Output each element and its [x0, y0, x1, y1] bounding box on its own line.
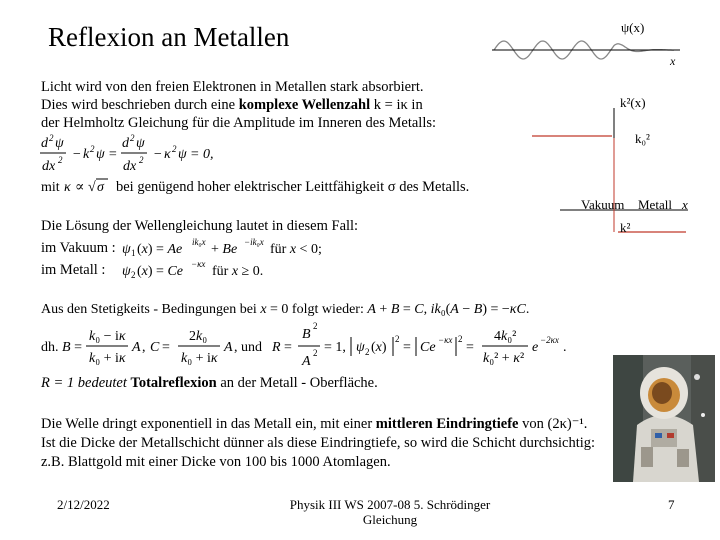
svg-text:ψ: ψ: [178, 147, 187, 162]
penetration-line-3: z.B. Blattgold mit einer Dicke von 100 bis 1000 Atomlagen.: [41, 454, 391, 470]
svg-text:2: 2: [131, 270, 136, 280]
svg-text:2: 2: [313, 321, 318, 331]
svg-text:−ik₀x: −ik₀x: [244, 237, 264, 247]
svg-text:A: A: [132, 340, 141, 355]
svg-text:k₀ + iκ: k₀ + iκ: [181, 351, 218, 366]
metal-region-label: Metall: [638, 197, 672, 212]
totalreflexion-line-pre: R = 1 bedeutet: [41, 375, 131, 391]
svg-text:=: =: [403, 340, 411, 355]
penetration-line-2: Ist die Dicke der Metallschicht dünner als diese Eindringtiefe, so wird die Schicht durchsichtig:: [41, 435, 596, 451]
svg-text:e: e: [532, 340, 539, 355]
svg-text:2: 2: [49, 133, 54, 143]
intro-line-3: der Helmholtz Gleichung für die Amplitude im Inneren des Metalls:: [41, 115, 437, 131]
svg-text:2: 2: [139, 155, 144, 165]
kappa-note: bei genügend hoher elektrischer Leittfähigkeit σ des Metalls.: [116, 179, 470, 195]
svg-text:4k₀²: 4k₀²: [494, 329, 517, 344]
svg-text:ψ: ψ: [356, 340, 365, 355]
totalreflexion-line-post: an der Metall - Oberfläche.: [216, 375, 378, 391]
svg-text:(x): (x): [371, 340, 387, 355]
intro-line-2-pre: Dies wird beschrieben durch eine: [41, 97, 239, 113]
svg-text:−κx: −κx: [191, 259, 206, 269]
svg-text:d: d: [41, 136, 48, 151]
penetration-depth-term: mittleren Eindringtiefe: [375, 416, 519, 432]
svg-text:, und: , und: [234, 340, 262, 355]
svg-text:= 0,: = 0,: [190, 147, 214, 162]
astronaut-photo: [613, 355, 715, 482]
svg-text:2: 2: [172, 144, 177, 154]
svg-text:ψ: ψ: [122, 264, 131, 279]
psi-label: ψ(x): [621, 20, 645, 35]
intro-line-1: Licht wird von den freien Elektronen in Metallen stark absorbiert.: [41, 79, 424, 95]
svg-text:A: A: [224, 340, 233, 355]
slide-title: Reflexion an Metallen: [48, 22, 290, 52]
psi-x-label: x: [670, 54, 676, 68]
svg-text:Aus den Stetigkeits - Bedingun: Aus den Stetigkeits - Bedingungen bei x = 0 folgt wieder: A + B = C, ik₀(A − B) = −κC.: [41, 302, 530, 317]
svg-text:=: =: [284, 340, 292, 355]
svg-text:∝: ∝: [75, 180, 85, 195]
svg-text:k₀ + iκ: k₀ + iκ: [89, 351, 126, 366]
k0-squared-label: k₀²: [635, 131, 650, 146]
svg-text:dx: dx: [123, 159, 137, 174]
svg-text:,: ,: [142, 340, 146, 355]
svg-text:ik₀x: ik₀x: [192, 237, 206, 247]
svg-text:Ce: Ce: [420, 340, 436, 355]
minus-kappa-label: k²: [620, 220, 631, 235]
svg-text:(x) = Ce: (x) = Ce: [137, 264, 184, 279]
svg-text:(x) = Ae: (x) = Ae: [137, 242, 183, 257]
k2-label: k²(x): [620, 95, 646, 110]
penetration-line-1-post: von (2κ)⁻¹.: [518, 416, 588, 432]
svg-text:B: B: [302, 327, 311, 342]
svg-text:√: √: [88, 180, 96, 195]
svg-text:2: 2: [90, 144, 95, 154]
svg-text:1: 1: [131, 248, 136, 258]
svg-text:ψ: ψ: [136, 136, 145, 151]
svg-text:ψ: ψ: [122, 242, 131, 257]
svg-text:2k₀: 2k₀: [189, 329, 208, 344]
metal-label: im Metall :: [41, 262, 106, 278]
svg-text:σ: σ: [97, 180, 104, 195]
svg-text:für x ≥ 0.: für x ≥ 0.: [212, 264, 264, 279]
svg-text:−2κx: −2κx: [540, 335, 559, 345]
solution-line-1: Die Lösung der Wellengleichung lautet in diesem Fall:: [41, 218, 359, 234]
svg-text:2: 2: [458, 334, 463, 344]
svg-text:=: =: [162, 340, 170, 355]
svg-text:mit: mit: [41, 180, 60, 195]
svg-text:d: d: [122, 136, 129, 151]
svg-text:ψ: ψ: [96, 147, 105, 162]
svg-text:−: −: [72, 147, 82, 162]
vacuum-region-label: Vakuum: [581, 197, 625, 212]
svg-text:für x < 0;: für x < 0;: [270, 242, 322, 257]
intro-line-2-post: k = iκ in: [370, 97, 423, 113]
svg-text:C: C: [150, 340, 160, 355]
svg-text:−: −: [153, 147, 163, 162]
svg-text:A: A: [302, 354, 311, 369]
svg-text:2: 2: [313, 348, 318, 358]
svg-text:dh. B =: dh. B =: [41, 340, 82, 355]
svg-text:κ: κ: [164, 147, 171, 162]
svg-text:k₀ − iκ: k₀ − iκ: [89, 329, 126, 344]
svg-text:−κx: −κx: [438, 335, 453, 345]
footer-date: 2/12/2022: [57, 497, 110, 512]
svg-text:dx: dx: [42, 159, 56, 174]
penetration-line-1-pre: Die Welle dringt exponentiell in das Metall ein, mit einer: [41, 416, 376, 432]
footer-course: Physik III WS 2007-08 5. Schrödinger Gleichung: [289, 497, 491, 528]
svg-text:2: 2: [395, 334, 400, 344]
svg-text:=: =: [108, 147, 118, 162]
footer-page-number: 7: [668, 497, 675, 512]
svg-text:= 1,: = 1,: [324, 340, 346, 355]
vacuum-label: im Vakuum :: [41, 240, 116, 256]
svg-text:k₀² + κ²: k₀² + κ²: [483, 351, 525, 366]
svg-text:=: =: [466, 340, 474, 355]
svg-text:R: R: [272, 340, 281, 355]
complex-wavenumber-term: komplexe Wellenzahl: [238, 97, 371, 113]
svg-text:+ Be: + Be: [211, 242, 238, 257]
svg-text:ψ: ψ: [55, 136, 64, 151]
svg-text:2: 2: [365, 347, 370, 357]
totalreflexion-term: Totalreflexion: [130, 375, 217, 391]
svg-text:2: 2: [130, 133, 135, 143]
svg-text:2: 2: [58, 155, 63, 165]
svg-text:k: k: [83, 147, 90, 162]
svg-text:.: .: [563, 340, 567, 355]
svg-text:κ: κ: [64, 180, 71, 195]
k2-x-label: x: [682, 197, 688, 212]
